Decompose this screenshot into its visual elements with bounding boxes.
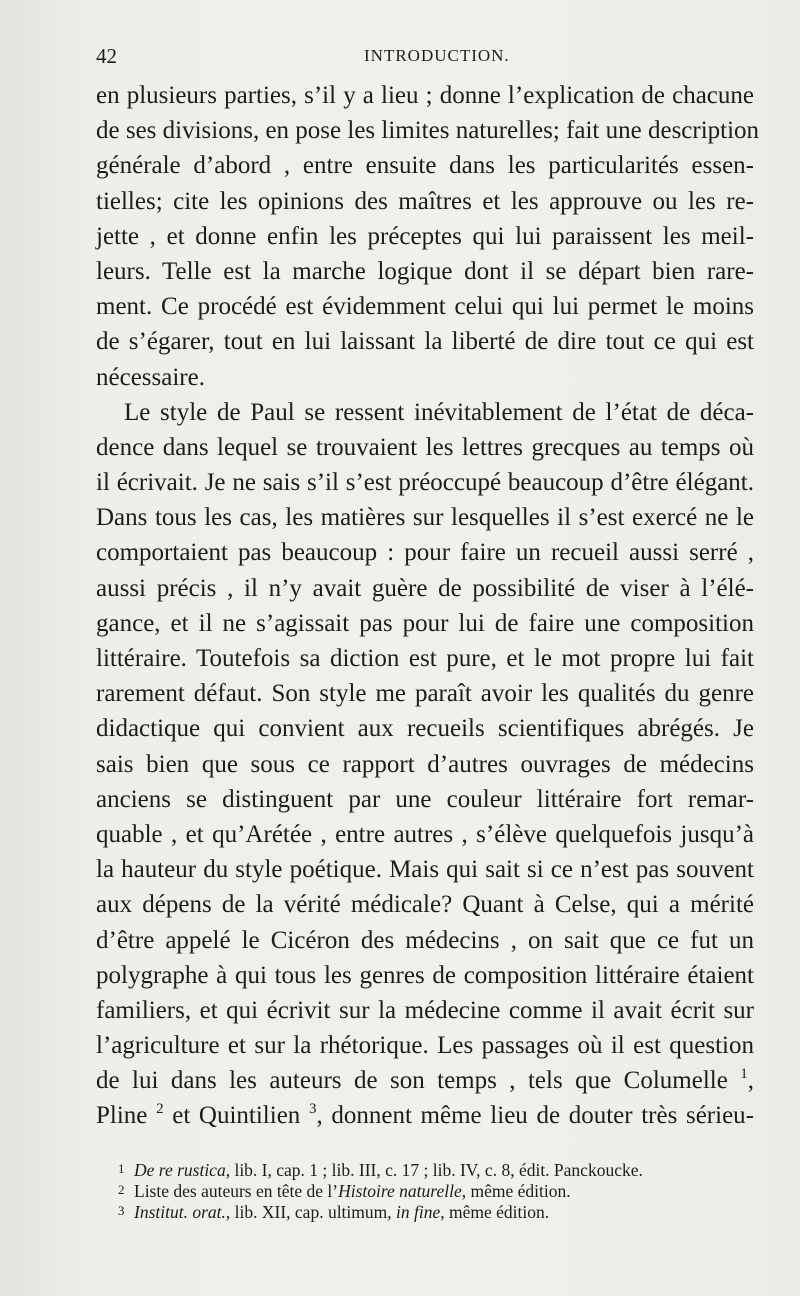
text-line: il écrivait. Je ne sais s’il s’est préoccupé beaucoup d’être élégant. — [96, 469, 754, 497]
text-line: rarement défaut. Son style me paraît avoir les qualités du genre — [96, 680, 754, 708]
footnote-mark: 2 — [118, 1182, 125, 1197]
footnote-mark: 3 — [118, 1203, 125, 1218]
text-line: didactique qui convient aux recueils scientifiques abrégés. Je — [96, 715, 754, 743]
text-line: la hauteur du style poétique. Mais qui sait si ce n’est pas souvent — [96, 856, 754, 884]
text-line: d’être appelé le Cicéron des médecins , on sait que ce fut un — [96, 926, 754, 954]
line-text: et Quintilien — [172, 1102, 301, 1130]
text-line: Dans tous les cas, les matières sur lesquelles il s’est exercé ne le — [96, 504, 754, 532]
text-line: de s’égarer, tout en lui laissant la liberté de dire tout ce qui est — [96, 328, 754, 356]
footnote-2 — [118, 1179, 758, 1200]
text-line: littéraire. Toutefois sa diction est pure, et le mot propre lui fait — [96, 645, 754, 672]
footnote-3 — [118, 1200, 758, 1221]
text-line: générale d’abord , entre ensuite dans les particularités essen- — [96, 152, 754, 180]
text-line: comportaient pas beaucoup : pour faire un recueil aussi serré , — [96, 539, 754, 567]
text-line: polygraphe à qui tous les genres de composition littéraire étaient — [96, 961, 754, 989]
footnote-text: Liste des auteurs en tête de l’ — [134, 1181, 339, 1201]
text-line: aussi précis , il n’y avait guère de possibilité de viser à l’élé- — [96, 574, 754, 602]
text-line: quable , et qu’Arétée , entre autres , s’élève quelquefois jusqu’à — [96, 820, 754, 848]
line-text: , — [747, 1067, 754, 1095]
footnotes — [118, 1158, 758, 1221]
footnote-1 — [118, 1158, 758, 1179]
footnote-text: , même édition. — [461, 1181, 571, 1201]
footnote-text: , lib. I, cap. 1 ; lib. III, c. 17 ; lib. IV, c. 8, édit. Panckoucke. — [225, 1160, 643, 1180]
text-line: anciens se distinguent par une couleur littéraire fort remar- — [96, 785, 754, 813]
line-text: de lui dans les auteurs de son temps , tels que Columelle — [96, 1067, 728, 1095]
text-line-with-footnote-ref — [96, 1063, 754, 1098]
footnote-text: , même édition. — [440, 1202, 550, 1222]
text-line: familiers, et qui écrivit sur la médecine comme il avait écrit sur — [96, 996, 754, 1024]
text-line-with-footnote-refs — [96, 1098, 754, 1133]
footnote-ref-2: 2 — [156, 1101, 164, 1118]
running-head — [96, 44, 758, 74]
text-line: dence dans lequel se trouvaient les lettres grecques au temps où — [96, 433, 754, 461]
text-line-paragraph-start: Le style de Paul se ressent inévitablement de l’état de déca- — [124, 398, 754, 426]
text-line: ment. Ce procédé est évidemment celui qui lui permet le moins — [96, 293, 754, 321]
line-text: Pline — [96, 1102, 148, 1130]
footnote-text: , lib. XII, cap. ultimum, — [225, 1202, 397, 1222]
text-line: de ses divisions, en pose les limites naturelles; fait une description — [96, 117, 760, 145]
footnote-ref-3: 3 — [308, 1101, 317, 1118]
footnote-title: Histoire naturelle — [338, 1181, 462, 1201]
body-text — [96, 78, 760, 1134]
text-line: sais bien que sous ce rapport d’autres ouvrages de médecins — [96, 750, 754, 778]
text-line: l’agriculture et sur la rhétorique. Les passages où il est question — [96, 1032, 754, 1060]
text-line: aux dépens de la vérité médicale? Quant à Celse, qui a mérité — [96, 891, 754, 919]
text-line: gance, et il ne s’agissait pas pour lui de faire une composition — [96, 609, 754, 637]
running-title: INTRODUCTION. — [364, 46, 510, 65]
footnote-title: De re rustica — [134, 1160, 226, 1180]
footnote-title: in fine — [396, 1202, 441, 1222]
footnote-mark: 1 — [118, 1161, 125, 1176]
text-line: tielles; cite les opinions des maîtres et les approuve ou les re- — [96, 187, 754, 215]
text-line: leurs. Telle est la marche logique dont il se départ bien rare- — [96, 257, 754, 285]
text-line-paragraph-end: nécessaire. — [96, 363, 205, 391]
footnote-ref-1: 1 — [740, 1066, 748, 1083]
text-line: jette , et donne enfin les préceptes qui lui paraissent les meil- — [96, 222, 754, 250]
line-text: , donnent même lieu de douter très sérieu- — [316, 1102, 754, 1130]
text-line: en plusieurs parties, s’il y a lieu ; donne l’explication de chacune — [96, 82, 754, 109]
footnote-title: Institut. orat. — [134, 1202, 226, 1222]
page-number: 42 — [96, 44, 117, 68]
